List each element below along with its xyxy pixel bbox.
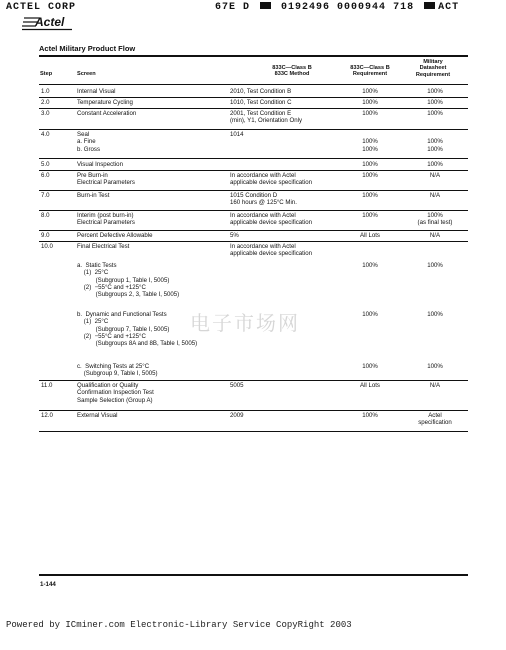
row-method: In accordance with Actel applicable device specification xyxy=(230,172,312,187)
row-step: 1.0 xyxy=(41,88,50,95)
col-requirement xyxy=(338,65,402,78)
row-divider xyxy=(39,170,468,171)
row-divider xyxy=(39,431,468,432)
row-military: 100% xyxy=(427,161,443,168)
col-mil-line-1: Military xyxy=(423,59,443,65)
col-req-line-1: 833C—Class B xyxy=(350,65,390,71)
row-screen: Pre Burn-in Electrical Parameters xyxy=(77,172,135,187)
row-divider xyxy=(39,230,468,231)
col-method-line-1: 833C—Class B xyxy=(272,65,312,71)
row-screen: External Visual xyxy=(77,412,118,419)
final-test-requirement: 100% xyxy=(362,363,378,370)
row-divider xyxy=(39,190,468,191)
row-step: 9.0 xyxy=(41,232,50,239)
row-requirement: 100% xyxy=(362,212,378,219)
row-military: N/A xyxy=(429,192,441,199)
row-step: 2.0 xyxy=(41,99,50,106)
final-test-requirement: 100% xyxy=(362,311,378,318)
col-method-line-2: 833C Method xyxy=(274,71,310,78)
row-method: 1010, Test Condition C xyxy=(230,99,292,106)
row-screen: Burn-in Test xyxy=(77,192,110,199)
col-military xyxy=(402,59,464,78)
row-divider xyxy=(39,129,468,130)
row-screen: Percent Defective Allowable xyxy=(77,232,153,239)
page-title: Actel Military Product Flow xyxy=(39,44,136,53)
barcode-block-icon xyxy=(260,2,271,9)
row-military: 100% xyxy=(427,88,443,95)
row-step: 7.0 xyxy=(41,192,50,199)
row-divider xyxy=(39,380,468,381)
row-divider xyxy=(39,410,468,411)
row-military: 100% xyxy=(427,99,443,106)
row-requirement: 100% xyxy=(362,412,378,419)
row-screen: Interim (post burn-in) Electrical Parameters xyxy=(77,212,135,227)
row-method: 5005 xyxy=(230,382,244,389)
row-step: 8.0 xyxy=(41,212,50,219)
col-mil-line-2: Datasheet xyxy=(419,65,447,72)
row-screen: Internal Visual xyxy=(77,88,116,95)
row-step: 10.0 xyxy=(41,243,53,250)
row-step: 12.0 xyxy=(41,412,53,419)
top-rule xyxy=(39,55,468,57)
col-method xyxy=(232,65,352,78)
watermark: 电子市场网 xyxy=(190,311,300,335)
code-prefix: 67E D xyxy=(215,2,251,13)
row-screen: Temperature Cycling xyxy=(77,99,133,106)
row-military: 100% xyxy=(427,110,443,117)
row-method: In accordance with Actel applicable device specification xyxy=(230,243,312,258)
logo-text: Actel xyxy=(35,15,65,29)
row-method: 1014 xyxy=(230,131,244,138)
row-step: 5.0 xyxy=(41,161,50,168)
row-divider xyxy=(39,210,468,211)
row-requirement: 100% xyxy=(362,161,378,168)
company-header: ACTEL CORP xyxy=(6,2,77,13)
document-code xyxy=(215,2,459,13)
col-mil-line-3: Requirement xyxy=(415,71,451,78)
code-suffix: ACT xyxy=(438,2,460,13)
row-screen: Qualification or Quality Confirmation Inspection Test Sample Selection (Group A) xyxy=(77,382,154,404)
final-test-requirement: 100% xyxy=(362,262,378,269)
row-military: N/A xyxy=(429,172,441,179)
final-test-subitem: a. Static Tests (1) 25°C (Subgroup 1, Table I, 5005) (2) −55°C and +125°C (Subgroups 2, 3, Table I, 5005) xyxy=(77,262,180,299)
row-requirement: All Lots xyxy=(360,232,380,239)
barcode-block-icon xyxy=(424,2,435,9)
col-screen: Screen xyxy=(77,71,96,77)
page-number: 1-144 xyxy=(40,581,56,588)
row-step: 3.0 xyxy=(41,110,50,117)
row-requirement: 100% xyxy=(362,192,378,199)
row-method: 2001, Test Condition E (min), Y1, Orientation Only xyxy=(230,110,303,125)
row-method: 2010, Test Condition B xyxy=(230,88,292,95)
bottom-rule xyxy=(39,574,468,576)
credit-line: Powered by ICminer.com Electronic-Library Service CopyRight 2003 xyxy=(6,620,352,630)
row-military: 100% (as final test) xyxy=(417,212,453,227)
row-method: 2009 xyxy=(230,412,244,419)
row-method: 5% xyxy=(230,232,239,239)
row-step: 11.0 xyxy=(41,382,53,389)
row-requirement: 100% 100% xyxy=(362,138,378,153)
row-screen: Seal a. Fine b. Gross xyxy=(77,131,101,153)
row-divider xyxy=(39,158,468,159)
row-method: 1015 Condition D 160 hours @ 125°C Min. xyxy=(230,192,297,207)
final-test-military: 100% xyxy=(427,262,443,269)
row-requirement: 100% xyxy=(362,172,378,179)
actel-logo xyxy=(22,14,76,32)
row-screen: Constant Acceleration xyxy=(77,110,137,117)
row-military: 100% 100% xyxy=(427,138,443,153)
final-test-subitem: c. Switching Tests at 25°C (Subgroup 9, Table I, 5005) xyxy=(77,363,158,378)
row-divider xyxy=(39,97,468,98)
row-requirement: All Lots xyxy=(360,382,380,389)
row-military: N/A xyxy=(429,232,441,239)
row-step: 6.0 xyxy=(41,172,50,179)
col-req-line-2: Requirement xyxy=(352,71,388,78)
row-military: N/A xyxy=(429,382,441,389)
code-numbers: 0192496 0000944 718 xyxy=(281,2,415,13)
row-method: In accordance with Actel applicable device specification xyxy=(230,212,312,227)
row-military: Actel specification xyxy=(418,412,452,427)
row-requirement: 100% xyxy=(362,110,378,117)
final-test-subitem: b. Dynamic and Functional Tests (1) 25°C (Subgroup 7, Table I, 5005) (2) −55°C and +125°C (Subgroups 8A and 8B, Table I, 5005) xyxy=(77,311,198,348)
row-requirement: 100% xyxy=(362,99,378,106)
row-screen: Visual Inspection xyxy=(77,161,123,168)
final-test-military: 100% xyxy=(427,311,443,318)
col-step: Step xyxy=(40,71,53,77)
row-screen: Final Electrical Test xyxy=(77,243,130,250)
row-requirement: 100% xyxy=(362,88,378,95)
header-rule xyxy=(39,84,468,85)
final-test-military: 100% xyxy=(427,363,443,370)
row-divider xyxy=(39,108,468,109)
row-divider xyxy=(39,241,468,242)
row-step: 4.0 xyxy=(41,131,50,138)
